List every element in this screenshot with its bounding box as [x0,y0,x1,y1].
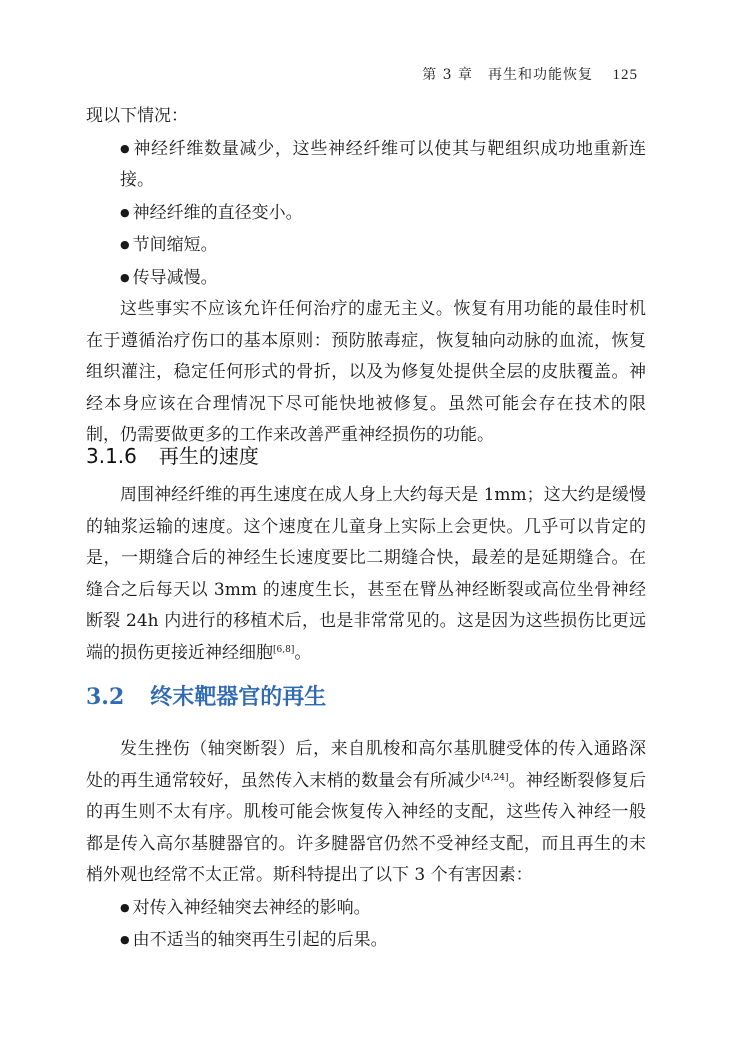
paragraph-text: 发生挫伤（轴突断裂）后，来自肌梭和高尔基肌腱受体的传入通路深处的再生通常较好，虽然传入末梢的数量会有所减少 [86,739,646,791]
section-heading-3-2 [86,680,326,711]
bullet-item: ● 神经纤维数量减少，这些神经纤维可以使其与靶组织成功地重新连接。 [120,133,646,197]
citation: [4,24] [481,772,509,783]
section-title: 终末靶器官的再生 [150,684,327,710]
paragraph-text: 。神经断裂修复后的再生则不太有序。肌梭可能会恢复传入神经的支配，这些传入神经一般都是传入高尔基腱器官的。许多腱器官仍然不受神经支配，而且再生的末梢外观也经常不太正常。斯科特提出了以下 3 个有害因素： [86,770,647,885]
section-heading-3-1-6 [86,440,259,469]
section-a [86,101,646,452]
section-title: 再生的速度 [158,444,259,468]
chapter-title: 第 3 章 再生和功能恢复 [422,67,594,83]
section-3-2-body [86,734,646,957]
citation: [6,8] [273,644,295,655]
paragraph [86,480,646,669]
bullet-item: ● 对传入神经轴突去神经的影响。 [120,892,646,925]
section-number: 3.2 [86,684,125,710]
page-number: 125 [612,67,638,83]
paragraph: 这些事实不应该允许任何治疗的虚无主义。恢复有用功能的最佳时机在于遵循治疗伤口的基本原则：预防脓毒症，恢复轴向动脉的血流，恢复组织灌注，稳定任何形式的骨折，以及为修复处提供全层的皮肤覆盖。神经本身应该在合理情况下尽可能快地被修复。虽然可能会存在技术的限制，仍需要做更多的工作来改善严重神经损伤的功能。 [86,299,646,445]
bullet-item: ● 由不适当的轴突再生引起的后果。 [120,924,646,957]
paragraph [86,734,646,892]
bullet-item: ● 传导减慢。 [120,262,646,295]
running-head [422,64,638,84]
intro-line: 现以下情况： [86,106,188,126]
section-number: 3.1.6 [86,444,137,468]
bullet-item: ● 节间缩短。 [120,229,646,262]
section-3-1-6-body [86,480,646,669]
paragraph-end: 。 [294,642,312,663]
bullet-item: ● 神经纤维的直径变小。 [120,197,646,230]
paragraph-text: 周围神经纤维的再生速度在成人身上大约每天是 1mm；这大约是缓慢的轴浆运输的速度。这个速度在儿童身上实际上会更快。几乎可以肯定的是，一期缝合后的神经生长速度要比二期缝合快，最差的是延期缝合。在缝合之后每天以 3mm 的速度生长，甚至在臂丛神经断裂或高位坐骨神经断裂 24h 内进行的移植术后，也是非常常见的。这是因为这些损伤比更远端的损伤更接近神经细胞 [86,485,646,663]
